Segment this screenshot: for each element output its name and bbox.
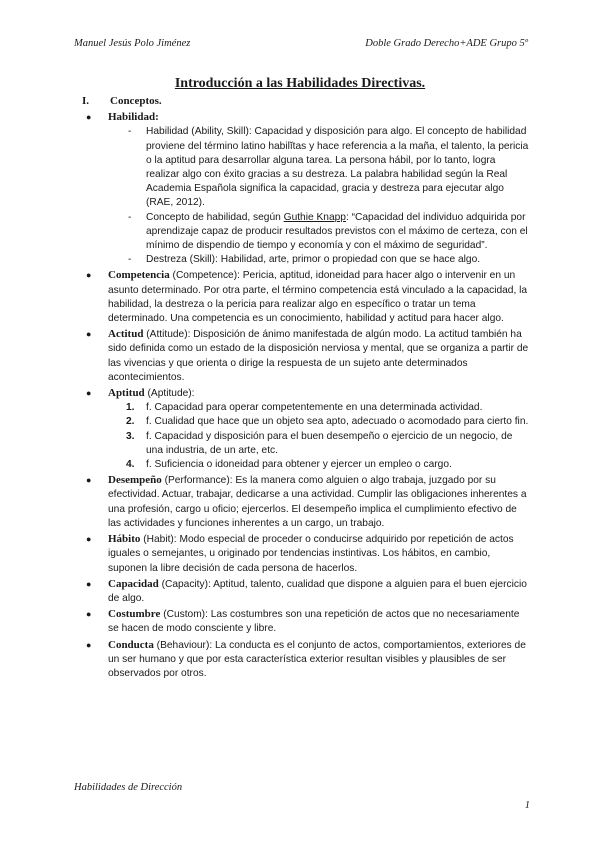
sub-item-habilidad-def <box>108 125 530 210</box>
concept-aptitud <box>82 386 530 472</box>
numbered-item <box>108 458 530 472</box>
term-desempeno: Desempeño <box>108 474 162 487</box>
item-text: f. Suficiencia o idoneidad para obtener y ejercer un empleo o cargo. <box>146 459 452 471</box>
definition-capacidad: (Capacity): Aptitud, talento, cualidad que dispone a alguien para el buen ejercicio de algo. <box>108 578 527 604</box>
document-body <box>82 94 530 682</box>
item-number: 3. <box>126 430 135 442</box>
numbered-item <box>108 415 530 429</box>
definition-actitud: (Attitude): Disposición de ánimo manifestada de algún modo. La actitud también ha sido definida como un estado de la disposición nerviosa y mental, que se organiza a partir de las vivencias y que orienta o dirige la respuesta de un sujeto ante determinados acontecimientos. <box>108 329 529 383</box>
concept-capacidad <box>82 577 530 606</box>
term-habilidad: Habilidad: <box>108 111 159 124</box>
definition-conducta: (Behaviour): La conducta es el conjunto de actos, comportamientos, exteriores de un ser humano y que por esta característica exterior resultan visibles y plausibles de ser observados por otros. <box>108 639 526 679</box>
bullet-icon: ● <box>86 270 92 281</box>
term-actitud: Actitud <box>108 328 144 341</box>
bullet-icon: ● <box>86 388 92 399</box>
concept-actitud <box>82 327 530 385</box>
section-title: Conceptos. <box>110 95 162 107</box>
item-text: f. Capacidad para operar competentemente en una determinada actividad. <box>146 402 483 414</box>
bullet-icon: ● <box>86 609 92 620</box>
dash-icon: - <box>128 126 132 138</box>
bullet-icon: ● <box>86 578 92 589</box>
dash-icon: - <box>128 211 132 223</box>
item-number: 2. <box>126 416 135 428</box>
aptitud-numbered-list <box>108 401 530 472</box>
definition-aptitud: (Aptitude): <box>144 388 195 400</box>
section-number: I. <box>82 95 90 107</box>
term-aptitud: Aptitud <box>108 387 145 400</box>
sub-item-text: Destreza (Skill): Habilidad, arte, primor o propiedad con que se hace algo. <box>146 254 481 266</box>
item-text: f. Cualidad que hace que un objeto sea apto, adecuado o acomodado para cierto fin. <box>146 416 529 428</box>
concept-costumbre <box>82 607 530 636</box>
term-habito: Hábito <box>108 533 141 546</box>
sub-item-destreza <box>108 253 530 267</box>
term-costumbre: Costumbre <box>108 608 161 621</box>
concept-desempeno <box>82 473 530 531</box>
page-number: 1 <box>524 800 530 811</box>
concept-competencia <box>82 268 530 326</box>
item-number: 4. <box>126 459 135 471</box>
author-link[interactable]: Guthie Knapp <box>283 211 346 223</box>
item-number: 1. <box>126 402 135 414</box>
sub-item-knapp <box>108 211 530 254</box>
sub-item-text: Habilidad (Ability, Skill): Capacidad y disposición para algo. El concepto de habilidad proviene del término latino habilĭtas y hace referencia a la maña, el talento, la pericia o la aptitud para desarrollar alguna tarea. La persona hábil, por lo tanto, logra realizar algo con éxito gracias a su destreza. La palabra habilidad según la Real Academia Española significa la capacidad, gracia y destreza para ejecutar algo (RAE, 2012). <box>146 126 529 209</box>
page-title: Introducción a las Habilidades Directivas. <box>174 76 426 91</box>
sub-item-text-post: : “Capacidad del individuo adquirida por aprendizaje capaz de producir resultados previstos con el máximo de certeza, con el mínimo de dispendio de tiempo y economía y con el máximo de seguridad”. <box>146 211 528 252</box>
definition-habito: (Habit): Modo especial de proceder o conducirse adquirido por repetición de actos iguales o semejantes, u originado por tendencias instintivas. Los hábitos, en cambio, suponen la libre decisión de cada persona de hacerlos. <box>108 534 514 574</box>
definition-desempeno: (Performance): Es la manera como alguien o algo trabaja, juzgado por su efectividad. Actuar, trabajar, dedicarse a una actividad. Cumplir las obligaciones inherentes a una profesión, cargo u oficio; ejercerlos. El desempeño implica el cumplimiento efectivo de las actividades y funciones inherentes a un cargo, un trabajo. <box>108 475 527 529</box>
concept-habilidad <box>82 110 530 267</box>
header-course: Doble Grado Derecho+ADE Grupo 5º <box>365 38 528 49</box>
term-conducta: Conducta <box>108 638 154 651</box>
item-text: f. Capacidad y disposición para el buen desempeño o ejercicio de un negocio, de una industria, de un arte, etc. <box>146 430 513 456</box>
header-author: Manuel Jesús Polo Jiménez <box>74 38 191 49</box>
concept-habito <box>82 532 530 576</box>
definition-competencia: (Competence): Pericia, aptitud, idoneidad para hacer algo o intervenir en un asunto determinado. Por otra parte, el término competencia está vinculado a la capacidad, la habilidad, la destreza o la pericia para realizar algo en específico o tratar un tema determinado. Una competencia es un conocimiento, habilidad y actitud para hacer algo. <box>108 270 528 325</box>
concept-conducta <box>82 638 530 682</box>
bullet-icon: ● <box>86 112 92 123</box>
bullet-icon: ● <box>86 475 92 486</box>
concept-list <box>82 110 530 681</box>
bullet-icon: ● <box>86 534 92 545</box>
section-heading <box>82 94 530 109</box>
habilidad-sublist <box>108 125 530 267</box>
term-competencia: Competencia <box>108 269 170 282</box>
footer-subject: Habilidades de Dirección <box>74 782 183 793</box>
dash-icon: - <box>128 254 132 266</box>
bullet-icon: ● <box>86 639 92 650</box>
numbered-item <box>108 430 530 458</box>
numbered-item <box>108 401 530 415</box>
bullet-icon: ● <box>86 329 92 340</box>
sub-item-text-pre: Concepto de habilidad, según <box>146 211 284 223</box>
term-capacidad: Capacidad <box>108 577 159 590</box>
definition-costumbre: (Custom): Las costumbres son una repetición de actos que no necesariamente se hacen de modo consciente y libre. <box>108 609 520 635</box>
